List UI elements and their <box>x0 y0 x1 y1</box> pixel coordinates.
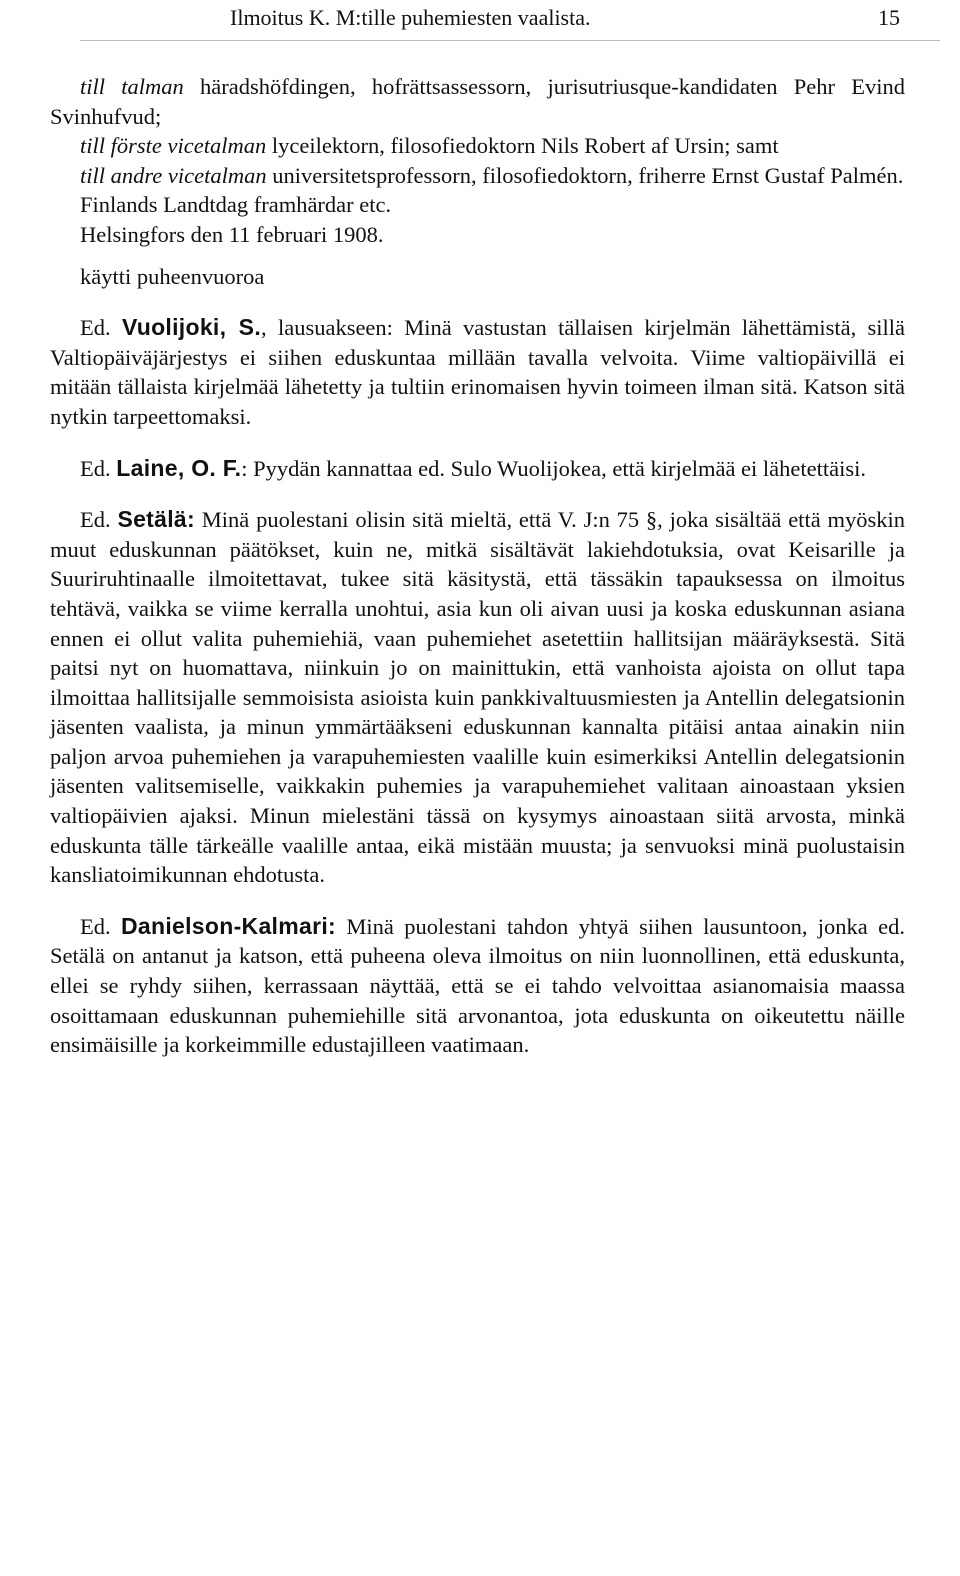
speaker-name: Vuolijoki, S. <box>121 314 262 341</box>
speech-text: , lausuakseen: Minä vastustan tällaisen kirjelmän lähettämistä, sillä Valtiopäiväjärjestys ei siihen eduskuntaa millään tavalla velvoita. Viime valtiopäivillä ei mitään tällaista kirjelmää lähetetty ja tultiin erinomaisen hyvin toimeen ilman sitä. Katson sitä nytkin tarpeettomaksi. <box>50 315 906 429</box>
speaker-name: Danielson-Kalmari: <box>120 912 336 939</box>
salutation-label: till andre vicetalman <box>80 162 267 188</box>
salutation-andre-vicetalman <box>50 161 905 191</box>
speech-laine <box>50 454 905 484</box>
salutation-forste-vicetalman <box>50 131 905 161</box>
page-number: 15 <box>878 5 900 30</box>
salutation-text: universitetsprofessorn, filosofiedoktorn, friherre Ernst Gustaf Palmén. <box>266 162 904 188</box>
speech-danielson-kalmari <box>50 912 905 1060</box>
salutation-talman <box>50 72 905 131</box>
speech-prefix: Ed. <box>80 913 121 939</box>
speech-text: Minä puolestani olisin sitä mieltä, että V. J:n 75 §, joka sisältää että myöskin muut eduskunnan päätökset, kuin ne, mitkä sisältävät lakiehdotuksia, ovat Keisarille ja Suuriruhtinaalle ilmoitettavat, tukee sitä käsitystä, että tässäkin tapauksessa on ilmoitus tehtävä, vaikka se viime kerralla unohtui, asia kun oli aivan uusi ja koska eduskunnan asiana ennen ei ollut valita puhemiehiä, vaan puhemiehet asetettiin hallitsijan määräyksestä. Sitä paitsi nyt on huomattava, niinkuin jo on mainittukin, että vanhoista ajoista on ollut tapa ilmoittaa hallitsijalle semmoisista asioista kuin pankkivaltuusmiesten ja Antellin delegatsionin jäsenten vaalista, ja minun ymmärtääkseni eduskunnan kannalta pitäisi antaa ainakin niin paljon arvoa puhemiehen ja varapuhemiesten vaalille kuin esimerkiksi Antellin delegatsionin jäsenten valitsemiselle, vaikkakin puhemies ja varapuhemiehet valitaan ainoastaan yksien valtiopäivien ajaksi. Minun mielestäni tässä on kysymys ainoastaan siitä arvosta, minkä eduskunta tälle tärkeälle vaalille antaa, eikä mistään muusta; ja senvuoksi minä puolustaisin kansliatoimikunnan ehdotusta. <box>50 507 905 888</box>
speech-vuolijoki <box>50 313 905 431</box>
speaker-name: Setälä: <box>117 506 195 533</box>
page-header <box>230 2 900 34</box>
salutation-label: till förste vicetalman <box>80 133 267 159</box>
intro-line: käytti puheenvuoroa <box>80 263 265 289</box>
document-page <box>50 0 905 1576</box>
body-text <box>50 72 905 1060</box>
speech-text: Minä puolestani tahdon yhtyä siihen lausuntoon, jonka ed. Setälä on antanut ja katson, että puheena oleva ilmoitus on niin luonnollinen, että eduskunta, ellei se ryhdy siihen, kerrassaan näyttää, että se ei tahdo velvoittaa asianomaisia maassa osoittamaan eduskunnan puhemiehille sitä arvonantoa, jota eduskunta on oikeutettu näille ensimäisille ja korkeimmille edustajilleen vaatimaan. <box>50 913 906 1058</box>
speech-prefix: Ed. <box>80 315 122 341</box>
salutation-label: till talman <box>80 74 184 99</box>
speech-prefix: Ed. <box>80 507 118 533</box>
running-title: Ilmoitus K. M:tille puhemiesten vaalista. <box>230 5 591 30</box>
salutation-text: lyceilektorn, filosofiedoktorn Nils Robert af Ursin; samt <box>266 133 779 159</box>
speech-setala <box>50 505 905 890</box>
signature-line: Finlands Landtdag framhärdar etc. <box>80 192 392 218</box>
speaker-name: Laine, O. F. <box>116 454 242 481</box>
speech-prefix: Ed. <box>80 455 117 481</box>
salutation-text: häradshöfdingen, hofrättsassessorn, jurisutriusque-kandidaten Pehr Evind Svinhufvud; <box>50 74 905 129</box>
speech-text: : Pyydän kannattaa ed. Sulo Wuolijokea, että kirjelmää ei lähetettäisi. <box>241 455 867 481</box>
header-rule <box>80 40 940 41</box>
date-place-line: Helsingfors den 11 februari 1908. <box>80 221 384 247</box>
